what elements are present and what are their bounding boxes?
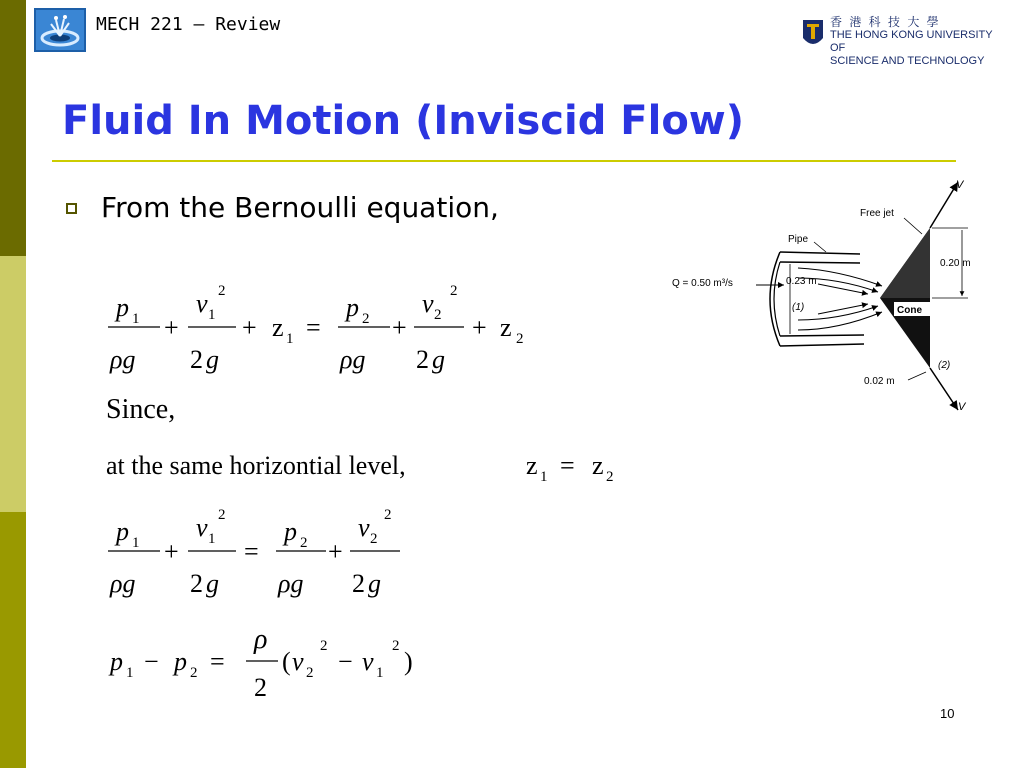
svg-text:g: g <box>206 569 219 598</box>
svg-text:p: p <box>116 293 129 322</box>
svg-text:2: 2 <box>606 469 614 485</box>
svg-text:z: z <box>592 451 604 480</box>
bernoulli-equations <box>100 270 660 710</box>
slide-title: Fluid In Motion (Inviscid Flow) <box>62 98 745 144</box>
svg-text:1: 1 <box>376 665 384 681</box>
equation-pressure-difference <box>108 624 413 702</box>
svg-text:+: + <box>392 313 407 342</box>
svg-text:1: 1 <box>132 311 140 327</box>
velocity-label-top: V <box>956 179 964 191</box>
svg-text:2: 2 <box>190 569 203 598</box>
point-2-label: (2) <box>938 360 951 371</box>
gap-dimension-label: 0.02 m <box>864 376 895 387</box>
svg-text:p: p <box>116 517 129 546</box>
svg-text:2: 2 <box>384 507 392 523</box>
svg-text:1: 1 <box>208 531 216 547</box>
sidebar-segment-middle <box>0 256 26 512</box>
svg-text:2: 2 <box>352 569 365 598</box>
svg-text:2: 2 <box>218 507 226 523</box>
svg-text:ρg: ρg <box>340 345 366 374</box>
level-text: at the same horizontial level, <box>106 451 406 480</box>
svg-text:g: g <box>206 345 219 374</box>
university-name-line2: SCIENCE AND TECHNOLOGY <box>830 55 985 67</box>
svg-text:z: z <box>526 451 538 480</box>
svg-text:g: g <box>432 345 445 374</box>
svg-text:2: 2 <box>190 345 203 374</box>
velocity-label-bottom: V <box>958 401 966 413</box>
svg-text:2: 2 <box>306 665 314 681</box>
svg-text:1: 1 <box>208 307 216 323</box>
svg-text:ρg: ρg <box>110 345 136 374</box>
svg-text:v: v <box>196 513 208 542</box>
svg-text:ρg: ρg <box>110 569 136 598</box>
pipe-label: Pipe <box>788 234 809 245</box>
page-number: 10 <box>940 706 955 721</box>
svg-text:1: 1 <box>540 469 548 485</box>
svg-text:=: = <box>306 313 321 342</box>
svg-text:v: v <box>422 289 434 318</box>
title-divider <box>52 160 956 162</box>
course-title: MECH 221 – Review <box>96 14 281 35</box>
sidebar-segment-top <box>0 0 26 256</box>
svg-text:2: 2 <box>218 283 226 299</box>
svg-text:2: 2 <box>362 311 370 327</box>
flow-rate-label: Q = 0.50 m³/s <box>672 278 733 289</box>
svg-text:z: z <box>500 313 512 342</box>
svg-text:2: 2 <box>190 665 198 681</box>
svg-text:1: 1 <box>286 331 294 347</box>
svg-text:+: + <box>164 537 179 566</box>
svg-text:p: p <box>284 517 297 546</box>
svg-text:g: g <box>368 569 381 598</box>
university-name-chinese: 香 港 科 技 大 學 <box>830 15 941 29</box>
svg-text:−: − <box>338 647 353 676</box>
svg-text:2: 2 <box>392 638 400 654</box>
equation-same-level <box>106 451 614 485</box>
svg-text:2: 2 <box>416 345 429 374</box>
svg-text:p: p <box>110 647 123 676</box>
svg-text:−: − <box>144 647 159 676</box>
svg-text:=: = <box>244 537 259 566</box>
svg-text:2: 2 <box>450 283 458 299</box>
svg-text:2: 2 <box>370 531 378 547</box>
cone-label: Cone <box>897 305 922 316</box>
svg-text:v: v <box>362 647 374 676</box>
free-jet-label: Free jet <box>860 208 894 219</box>
hkust-emblem-icon <box>800 14 826 54</box>
equation-bernoulli-reduced <box>108 507 400 598</box>
svg-text:ρg: ρg <box>278 569 304 598</box>
svg-text:p: p <box>346 293 359 322</box>
svg-text:2: 2 <box>254 673 267 702</box>
square-bullet-icon <box>66 203 77 214</box>
since-text: Since, <box>106 394 176 425</box>
svg-text:=: = <box>210 647 225 676</box>
height-dimension-label: 0.20 m <box>940 258 971 269</box>
svg-text:p: p <box>174 647 187 676</box>
svg-text:2: 2 <box>434 307 442 323</box>
pipe-cone-diagram <box>668 172 998 416</box>
university-name-line1: THE HONG KONG UNIVERSITY OF <box>830 29 993 54</box>
sidebar-color-bar <box>0 0 26 768</box>
svg-text:v: v <box>196 289 208 318</box>
svg-text:(: ( <box>282 647 291 676</box>
course-logo <box>34 8 86 52</box>
svg-text:v: v <box>358 513 370 542</box>
svg-text:): ) <box>404 647 413 676</box>
svg-text:1: 1 <box>126 665 134 681</box>
svg-text:z: z <box>272 313 284 342</box>
svg-text:+: + <box>164 313 179 342</box>
svg-text:v: v <box>292 647 304 676</box>
university-logo <box>800 14 1010 67</box>
bullet-text: From the Bernoulli equation, <box>101 191 499 224</box>
svg-text:2: 2 <box>300 535 308 551</box>
svg-text:+: + <box>328 537 343 566</box>
diameter-label: 0.23 m <box>786 276 817 287</box>
svg-text:=: = <box>560 451 575 480</box>
svg-text:1: 1 <box>132 535 140 551</box>
sidebar-segment-bottom <box>0 512 26 768</box>
point-1-label: (1) <box>792 302 805 313</box>
svg-text:2: 2 <box>320 638 328 654</box>
equation-bernoulli-full <box>108 283 524 374</box>
svg-text:+: + <box>242 313 257 342</box>
svg-text:ρ: ρ <box>254 624 268 655</box>
svg-text:+: + <box>472 313 487 342</box>
svg-text:2: 2 <box>516 331 524 347</box>
